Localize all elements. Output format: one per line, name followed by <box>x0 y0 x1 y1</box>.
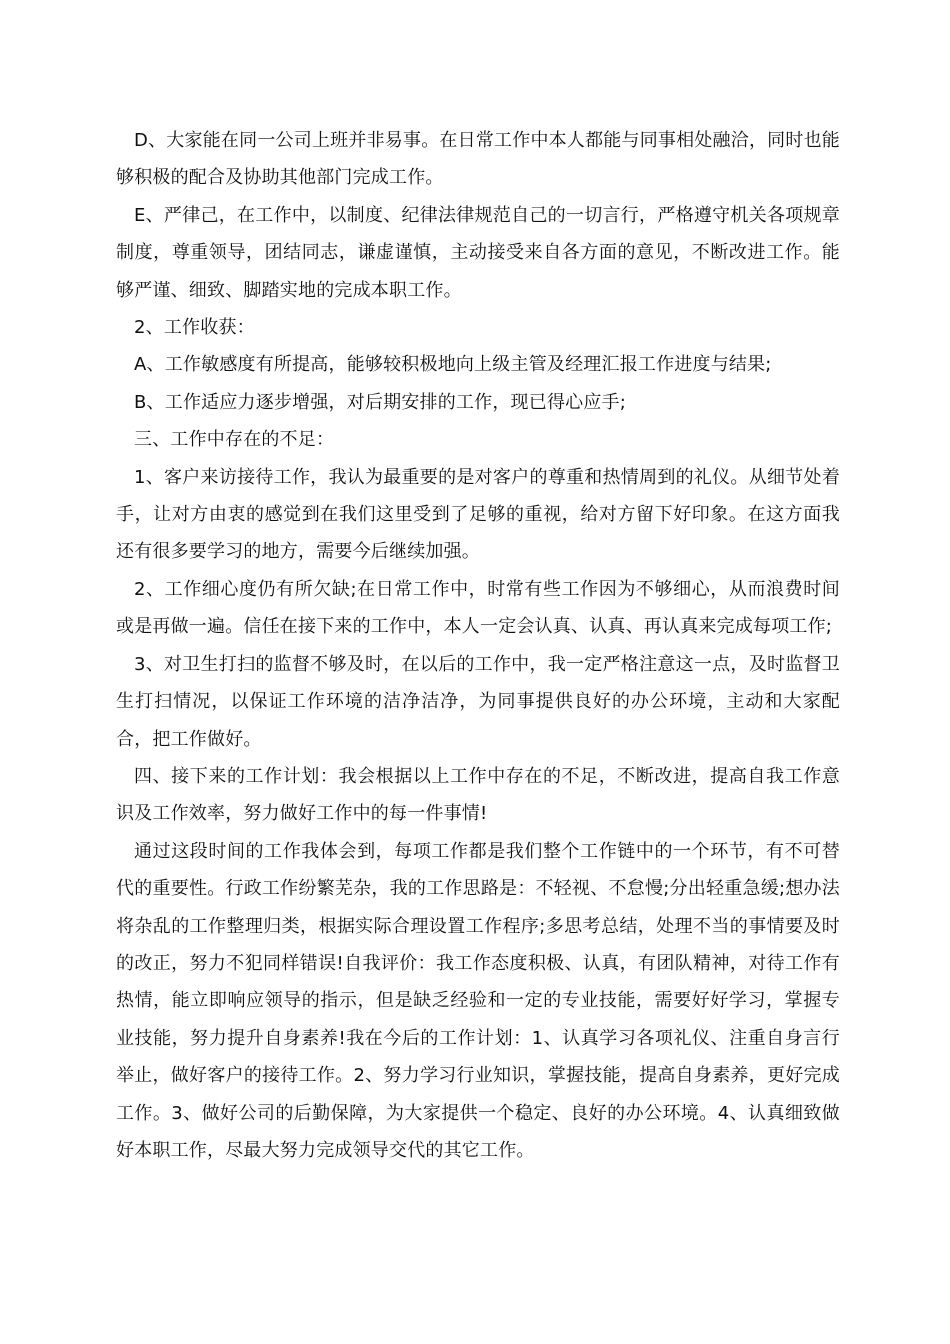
paragraph-next-plan: 四、接下来的工作计划：我会根据以上工作中存在的不足，不断改进，提高自我工作意识及工作效率，努力做好工作中的每一件事情! <box>116 765 840 825</box>
paragraph-d-colleagues: D、大家能在同一公司上班并非易事。在日常工作中本人都能与同事相处融洽，同时也能够积极的配合及协助其他部门完成工作。 <box>116 130 840 189</box>
paragraph-shortcoming-1: 1、客户来访接待工作，我认为最重要的是对客户的尊重和热情周到的礼仪。从细节处着手，让对方由衷的感觉到在我们这里受到了足够的重视，给对方留下好印象。在这方面我还有很多要学习的地方，需要今后继续加强。 <box>116 466 840 563</box>
paragraph-conclusion: 通过这段时间的工作我体会到，每项工作都是我们整个工作链中的一个环节，有不可替代的重要性。行政工作纷繁芜杂，我的工作思路是：不轻视、不怠慢;分出轻重急缓;想办法将杂乱的工作整理归类，根据实际合理设置工作程序;多思考总结，处理不当的事情要及时的改正，努力不犯同样错误!自我评价：我工作态度积极、认真，有团队精神，对待工作有热情，能立即响应领导的指示，但是缺乏经验和一定的专业技能，需要好好学习，掌握专业技能，努力提升自身素养!我在今后的工作计划：1、认真学习各项礼仪、注重自身言行举止，做好客户的接待工作。2、努力学习行业知识，掌握技能，提高自身素养，更好完成工作。3、做好公司的后勤保障，为大家提供一个稳定、良好的办公环境。4、认真细致做好本职工作，尽最大努力完成领导交代的其它工作。 <box>116 840 840 1161</box>
paragraph-a-sensitivity: A、工作敏感度有所提高，能够较积极地向上级主管及经理汇报工作进度与结果; <box>134 354 772 376</box>
paragraph-shortcoming-2: 2、工作细心度仍有所欠缺;在日常工作中，时常有些工作因为不够细心，从而浪费时间或是再做一遍。信任在接下来的工作中，本人一定会认真、认真、再认真来完成每项工作; <box>116 578 840 638</box>
paragraph-e-self-discipline: E、严律己，在工作中，以制度、纪律法律规范自己的一切言行，严格遵守机关各项规章制度，尊重领导，团结同志，谦虚谨慎，主动接受来自各方面的意见，不断改进工作。能够严谨、细致、脚踏实地的完成本职工作。 <box>116 204 840 301</box>
heading-shortcomings: 三、工作中存在的不足： <box>134 429 335 451</box>
document-body <box>116 122 840 1169</box>
paragraph-shortcoming-3: 3、对卫生打扫的监督不够及时，在以后的工作中，我一定严格注意这一点，及时监督卫生打扫情况，以保证工作环境的洁净洁净，为同事提供良好的办公环境，主动和大家配合，把工作做好。 <box>116 653 840 750</box>
heading-work-gains: 2、工作收获： <box>134 317 255 339</box>
paragraph-b-adaptability: B、工作适应力逐步增强，对后期安排的工作，现已得心应手; <box>134 391 627 413</box>
